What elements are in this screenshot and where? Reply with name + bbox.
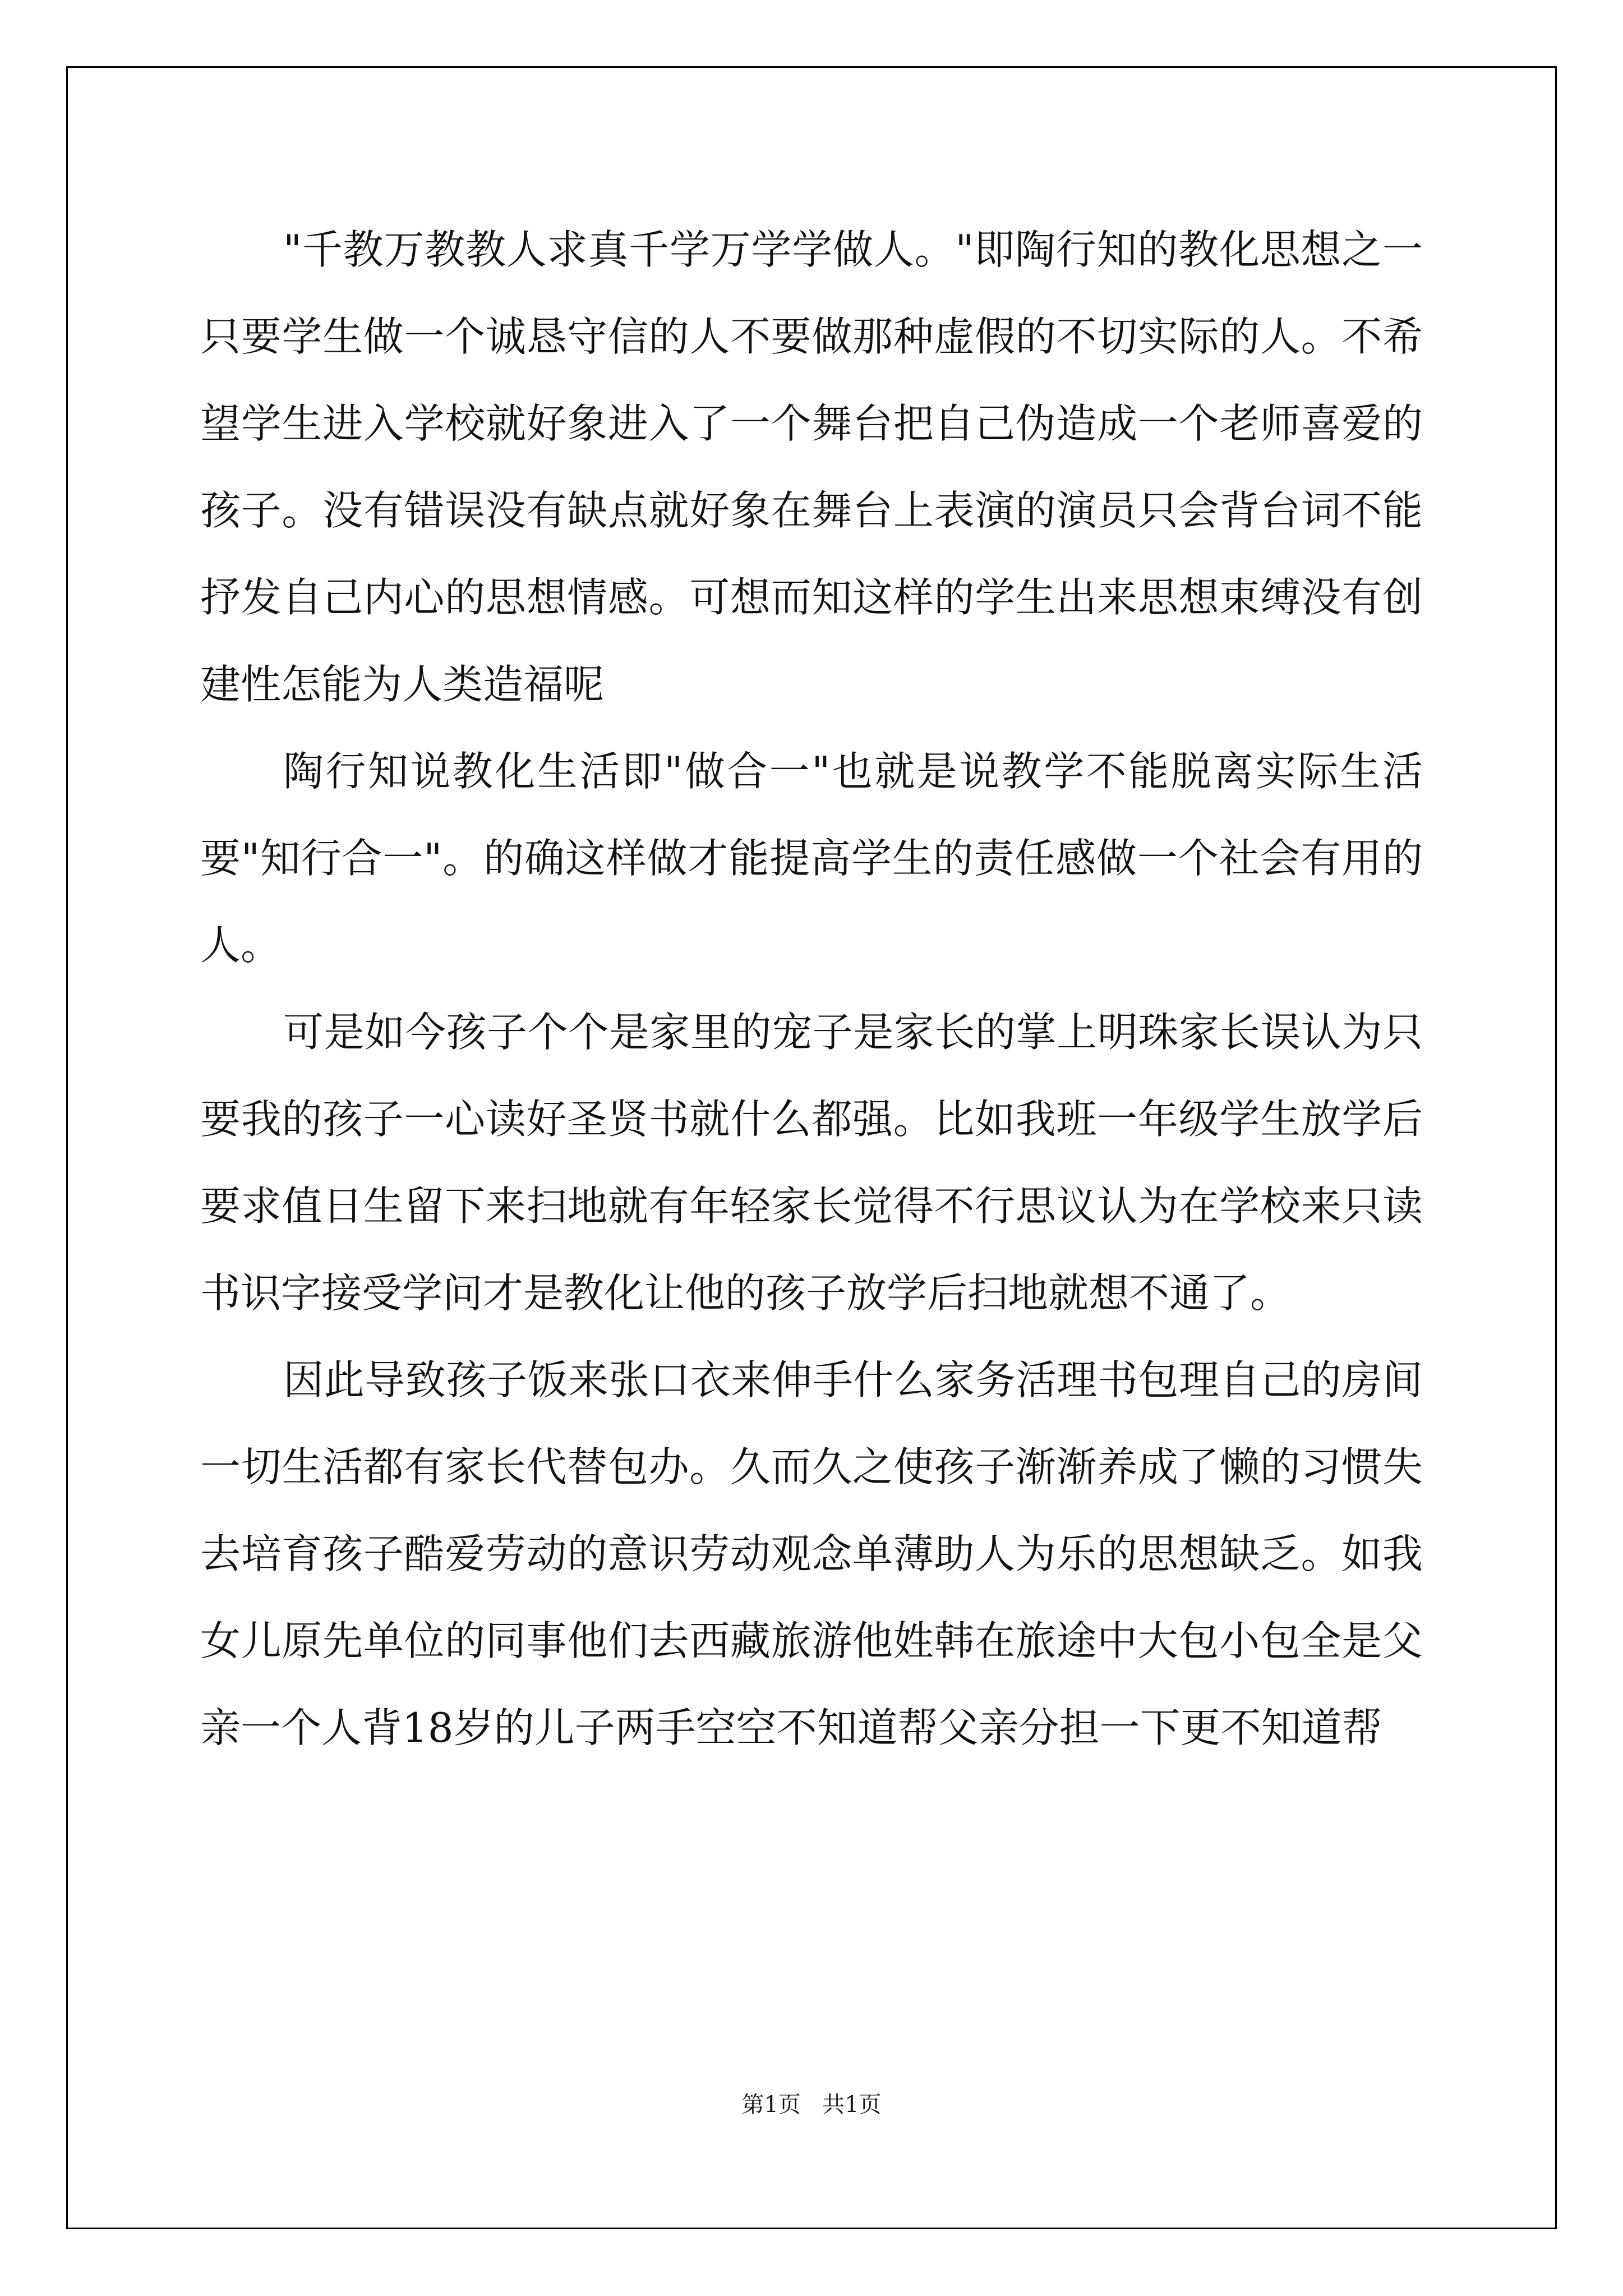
document-body <box>200 206 1423 1772</box>
paragraph-3: 可是如今孩子个个是家里的宠子是家长的掌上明珠家长误认为只要我的孩子一心读好圣贤书就什么都强。比如我班一年级学生放学后要求值日生留下来扫地就有年轻家长觉得不行思议认为在学校来只读书识字接受学问才是教化让他的孩子放学后扫地就想不通了。 <box>200 1009 1423 1317</box>
paragraph-4: 因此导致孩子饭来张口衣来伸手什么家务活理书包理自己的房间一切生活都有家长代替包办。久而久之使孩子渐渐养成了懒的习惯失去培育孩子酷爱劳动的意识劳动观念单薄助人为乐的思想缺乏。如我女儿原先单位的同事他们去西藏旅游他姓韩在旅途中大包小包全是父亲一个人背18岁的儿子两手空空不知道帮父亲分担一下更不知道帮 <box>200 1356 1423 1751</box>
page-footer <box>0 2087 1623 2119</box>
paragraph-2: 陶行知说教化生活即"做合一"也就是说教学不能脱离实际生活要"知行合一"。的确这样做才能提高学生的责任感做一个社会有用的人。 <box>200 748 1423 969</box>
page-total: 共1页 <box>822 2092 882 2118</box>
footer-spacer <box>801 2092 822 2118</box>
paragraph-1: "千教万教教人求真千学万学学做人。"即陶行知的教化思想之一只要学生做一个诚恳守信的人不要做那种虚假的不切实际的人。不希望学生进入学校就好象进入了一个舞台把自己伪造成一个老师喜爱的孩子。没有错误没有缺点就好象在舞台上表演的演员只会背台词不能抒发自己内心的思想情感。可想而知这样的学生出来思想束缚没有创建性怎能为人类造福呢 <box>200 226 1423 708</box>
page-number: 第1页 <box>741 2092 801 2118</box>
